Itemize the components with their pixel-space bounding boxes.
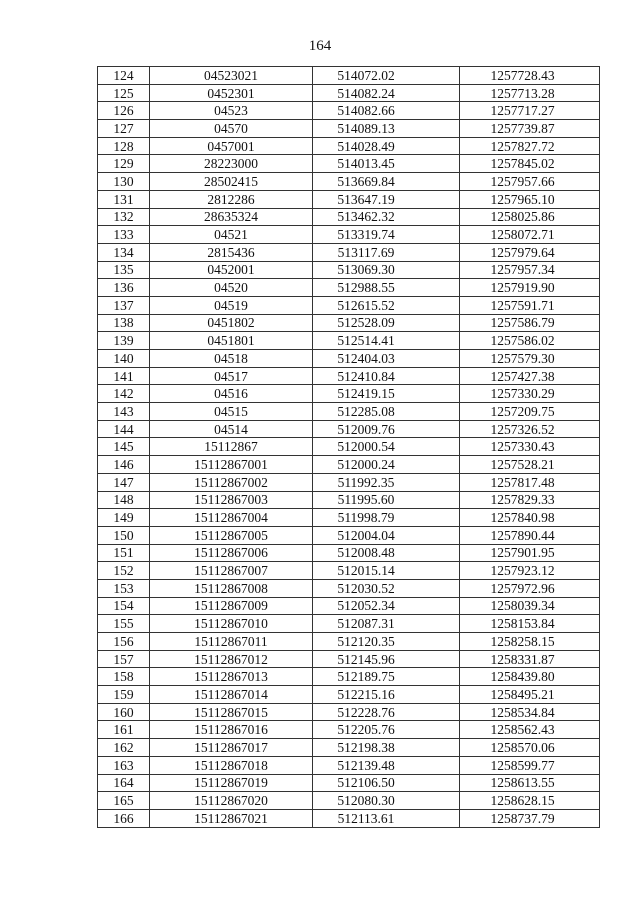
x-coordinate-cell: 512087.31 <box>313 615 460 633</box>
point-code-cell: 15112867017 <box>150 739 313 757</box>
row-number-cell: 165 <box>98 792 150 810</box>
point-code-cell: 15112867005 <box>150 526 313 544</box>
table-row <box>98 67 600 85</box>
point-code-cell: 15112867011 <box>150 633 313 651</box>
y-coordinate-cell: 1258613.55 <box>460 774 600 792</box>
table-row <box>98 367 600 385</box>
y-coordinate-cell: 1257845.02 <box>460 155 600 173</box>
row-number-cell: 149 <box>98 509 150 527</box>
table-row <box>98 279 600 297</box>
row-number-cell: 164 <box>98 774 150 792</box>
row-number-cell: 124 <box>98 67 150 85</box>
row-number-cell: 132 <box>98 208 150 226</box>
y-coordinate-cell: 1258534.84 <box>460 703 600 721</box>
y-coordinate-cell: 1258258.15 <box>460 633 600 651</box>
point-code-cell: 04521 <box>150 226 313 244</box>
y-coordinate-cell: 1258025.86 <box>460 208 600 226</box>
x-coordinate-cell: 513462.32 <box>313 208 460 226</box>
row-number-cell: 156 <box>98 633 150 651</box>
y-coordinate-cell: 1258628.15 <box>460 792 600 810</box>
y-coordinate-cell: 1257579.30 <box>460 350 600 368</box>
table-row <box>98 314 600 332</box>
row-number-cell: 160 <box>98 703 150 721</box>
table-row <box>98 633 600 651</box>
x-coordinate-cell: 512009.76 <box>313 420 460 438</box>
x-coordinate-cell: 512419.15 <box>313 385 460 403</box>
table-row <box>98 721 600 739</box>
page-number: 164 <box>308 38 332 54</box>
row-number-cell: 143 <box>98 403 150 421</box>
x-coordinate-cell: 513669.84 <box>313 173 460 191</box>
x-coordinate-cell: 512205.76 <box>313 721 460 739</box>
table-row <box>98 456 600 474</box>
x-coordinate-cell: 514013.45 <box>313 155 460 173</box>
x-coordinate-cell: 512030.52 <box>313 579 460 597</box>
row-number-cell: 147 <box>98 473 150 491</box>
table-row <box>98 155 600 173</box>
point-code-cell: 15112867007 <box>150 562 313 580</box>
table-row <box>98 137 600 155</box>
x-coordinate-cell: 513319.74 <box>313 226 460 244</box>
point-code-cell: 15112867012 <box>150 650 313 668</box>
table-row <box>98 438 600 456</box>
point-code-cell: 15112867014 <box>150 686 313 704</box>
y-coordinate-cell: 1257591.71 <box>460 296 600 314</box>
row-number-cell: 131 <box>98 190 150 208</box>
point-code-cell: 04523021 <box>150 67 313 85</box>
point-code-cell: 15112867004 <box>150 509 313 527</box>
table-row <box>98 597 600 615</box>
row-number-cell: 166 <box>98 809 150 827</box>
x-coordinate-cell: 512988.55 <box>313 279 460 297</box>
y-coordinate-cell: 1257330.29 <box>460 385 600 403</box>
row-number-cell: 137 <box>98 296 150 314</box>
row-number-cell: 130 <box>98 173 150 191</box>
x-coordinate-cell: 511992.35 <box>313 473 460 491</box>
row-number-cell: 154 <box>98 597 150 615</box>
row-number-cell: 136 <box>98 279 150 297</box>
y-coordinate-cell: 1257586.79 <box>460 314 600 332</box>
y-coordinate-cell: 1258737.79 <box>460 809 600 827</box>
row-number-cell: 139 <box>98 332 150 350</box>
y-coordinate-cell: 1257209.75 <box>460 403 600 421</box>
row-number-cell: 157 <box>98 650 150 668</box>
row-number-cell: 133 <box>98 226 150 244</box>
row-number-cell: 128 <box>98 137 150 155</box>
point-code-cell: 0451802 <box>150 314 313 332</box>
x-coordinate-cell: 512120.35 <box>313 633 460 651</box>
x-coordinate-cell: 512015.14 <box>313 562 460 580</box>
table-row <box>98 102 600 120</box>
y-coordinate-cell: 1257427.38 <box>460 367 600 385</box>
point-code-cell: 15112867009 <box>150 597 313 615</box>
row-number-cell: 161 <box>98 721 150 739</box>
row-number-cell: 129 <box>98 155 150 173</box>
table-row <box>98 190 600 208</box>
point-code-cell: 0451801 <box>150 332 313 350</box>
x-coordinate-cell: 511995.60 <box>313 491 460 509</box>
point-code-cell: 15112867001 <box>150 456 313 474</box>
y-coordinate-cell: 1257528.21 <box>460 456 600 474</box>
table-row <box>98 526 600 544</box>
y-coordinate-cell: 1258495.21 <box>460 686 600 704</box>
row-number-cell: 159 <box>98 686 150 704</box>
point-code-cell: 04519 <box>150 296 313 314</box>
table-row <box>98 703 600 721</box>
x-coordinate-cell: 512228.76 <box>313 703 460 721</box>
point-code-cell: 15112867002 <box>150 473 313 491</box>
point-code-cell: 04517 <box>150 367 313 385</box>
y-coordinate-cell: 1257957.34 <box>460 261 600 279</box>
row-number-cell: 150 <box>98 526 150 544</box>
y-coordinate-cell: 1257586.02 <box>460 332 600 350</box>
row-number-cell: 127 <box>98 120 150 138</box>
x-coordinate-cell: 512008.48 <box>313 544 460 562</box>
table-row <box>98 296 600 314</box>
row-number-cell: 126 <box>98 102 150 120</box>
row-number-cell: 140 <box>98 350 150 368</box>
table-row <box>98 350 600 368</box>
table-row <box>98 261 600 279</box>
y-coordinate-cell: 1257890.44 <box>460 526 600 544</box>
y-coordinate-cell: 1257330.43 <box>460 438 600 456</box>
x-coordinate-cell: 513647.19 <box>313 190 460 208</box>
row-number-cell: 146 <box>98 456 150 474</box>
row-number-cell: 144 <box>98 420 150 438</box>
x-coordinate-cell: 512615.52 <box>313 296 460 314</box>
y-coordinate-cell: 1258599.77 <box>460 756 600 774</box>
table-row <box>98 774 600 792</box>
y-coordinate-cell: 1258439.80 <box>460 668 600 686</box>
y-coordinate-cell: 1257840.98 <box>460 509 600 527</box>
point-code-cell: 28635324 <box>150 208 313 226</box>
row-number-cell: 153 <box>98 579 150 597</box>
table-row <box>98 615 600 633</box>
point-code-cell: 0457001 <box>150 137 313 155</box>
y-coordinate-cell: 1257326.52 <box>460 420 600 438</box>
row-number-cell: 145 <box>98 438 150 456</box>
y-coordinate-cell: 1257965.10 <box>460 190 600 208</box>
y-coordinate-cell: 1258570.06 <box>460 739 600 757</box>
y-coordinate-cell: 1257972.96 <box>460 579 600 597</box>
x-coordinate-cell: 512052.34 <box>313 597 460 615</box>
y-coordinate-cell: 1257728.43 <box>460 67 600 85</box>
x-coordinate-cell: 512285.08 <box>313 403 460 421</box>
table-row <box>98 473 600 491</box>
table-row <box>98 332 600 350</box>
y-coordinate-cell: 1257979.64 <box>460 243 600 261</box>
y-coordinate-cell: 1257901.95 <box>460 544 600 562</box>
x-coordinate-cell: 512189.75 <box>313 668 460 686</box>
point-code-cell: 15112867003 <box>150 491 313 509</box>
row-number-cell: 135 <box>98 261 150 279</box>
row-number-cell: 163 <box>98 756 150 774</box>
x-coordinate-cell: 514082.66 <box>313 102 460 120</box>
table-row <box>98 792 600 810</box>
y-coordinate-cell: 1257829.33 <box>460 491 600 509</box>
point-code-cell: 15112867016 <box>150 721 313 739</box>
point-code-cell: 15112867019 <box>150 774 313 792</box>
x-coordinate-cell: 513069.30 <box>313 261 460 279</box>
point-code-cell: 15112867020 <box>150 792 313 810</box>
row-number-cell: 142 <box>98 385 150 403</box>
x-coordinate-cell: 513117.69 <box>313 243 460 261</box>
table-row <box>98 208 600 226</box>
table-row <box>98 420 600 438</box>
point-code-cell: 15112867013 <box>150 668 313 686</box>
point-code-cell: 2815436 <box>150 243 313 261</box>
y-coordinate-cell: 1258153.84 <box>460 615 600 633</box>
row-number-cell: 152 <box>98 562 150 580</box>
point-code-cell: 15112867015 <box>150 703 313 721</box>
table-row <box>98 509 600 527</box>
y-coordinate-cell: 1257717.27 <box>460 102 600 120</box>
y-coordinate-cell: 1257827.72 <box>460 137 600 155</box>
table-row <box>98 809 600 827</box>
y-coordinate-cell: 1258039.34 <box>460 597 600 615</box>
x-coordinate-cell: 514089.13 <box>313 120 460 138</box>
y-coordinate-cell: 1257923.12 <box>460 562 600 580</box>
row-number-cell: 151 <box>98 544 150 562</box>
y-coordinate-cell: 1258331.87 <box>460 650 600 668</box>
table-row <box>98 84 600 102</box>
row-number-cell: 148 <box>98 491 150 509</box>
row-number-cell: 134 <box>98 243 150 261</box>
row-number-cell: 141 <box>98 367 150 385</box>
point-code-cell: 04518 <box>150 350 313 368</box>
point-code-cell: 28223000 <box>150 155 313 173</box>
x-coordinate-cell: 512528.09 <box>313 314 460 332</box>
y-coordinate-cell: 1257713.28 <box>460 84 600 102</box>
point-code-cell: 04516 <box>150 385 313 403</box>
point-code-cell: 15112867018 <box>150 756 313 774</box>
table-row <box>98 120 600 138</box>
y-coordinate-cell: 1257919.90 <box>460 279 600 297</box>
x-coordinate-cell: 512080.30 <box>313 792 460 810</box>
x-coordinate-cell: 512000.54 <box>313 438 460 456</box>
x-coordinate-cell: 514072.02 <box>313 67 460 85</box>
table-row <box>98 756 600 774</box>
table-row <box>98 243 600 261</box>
coordinates-table-body <box>98 67 600 828</box>
point-code-cell: 28502415 <box>150 173 313 191</box>
point-code-cell: 04523 <box>150 102 313 120</box>
point-code-cell: 0452301 <box>150 84 313 102</box>
point-code-cell: 04520 <box>150 279 313 297</box>
table-row <box>98 385 600 403</box>
x-coordinate-cell: 511998.79 <box>313 509 460 527</box>
table-row <box>98 579 600 597</box>
y-coordinate-cell: 1257957.66 <box>460 173 600 191</box>
point-code-cell: 15112867008 <box>150 579 313 597</box>
table-row <box>98 226 600 244</box>
table-row <box>98 686 600 704</box>
x-coordinate-cell: 512113.61 <box>313 809 460 827</box>
point-code-cell: 15112867 <box>150 438 313 456</box>
x-coordinate-cell: 512004.04 <box>313 526 460 544</box>
point-code-cell: 04515 <box>150 403 313 421</box>
table-row <box>98 491 600 509</box>
table-row <box>98 650 600 668</box>
row-number-cell: 125 <box>98 84 150 102</box>
x-coordinate-cell: 512410.84 <box>313 367 460 385</box>
row-number-cell: 158 <box>98 668 150 686</box>
point-code-cell: 15112867010 <box>150 615 313 633</box>
table-row <box>98 403 600 421</box>
x-coordinate-cell: 512000.24 <box>313 456 460 474</box>
x-coordinate-cell: 512198.38 <box>313 739 460 757</box>
table-row <box>98 562 600 580</box>
row-number-cell: 155 <box>98 615 150 633</box>
point-code-cell: 15112867021 <box>150 809 313 827</box>
coordinates-table <box>97 66 600 828</box>
point-code-cell: 0452001 <box>150 261 313 279</box>
y-coordinate-cell: 1257739.87 <box>460 120 600 138</box>
table-row <box>98 739 600 757</box>
x-coordinate-cell: 512139.48 <box>313 756 460 774</box>
x-coordinate-cell: 512215.16 <box>313 686 460 704</box>
y-coordinate-cell: 1258562.43 <box>460 721 600 739</box>
point-code-cell: 2812286 <box>150 190 313 208</box>
row-number-cell: 138 <box>98 314 150 332</box>
table-row <box>98 173 600 191</box>
x-coordinate-cell: 514028.49 <box>313 137 460 155</box>
point-code-cell: 04514 <box>150 420 313 438</box>
point-code-cell: 15112867006 <box>150 544 313 562</box>
y-coordinate-cell: 1257817.48 <box>460 473 600 491</box>
x-coordinate-cell: 512404.03 <box>313 350 460 368</box>
point-code-cell: 04570 <box>150 120 313 138</box>
x-coordinate-cell: 512106.50 <box>313 774 460 792</box>
x-coordinate-cell: 514082.24 <box>313 84 460 102</box>
table-row <box>98 544 600 562</box>
y-coordinate-cell: 1258072.71 <box>460 226 600 244</box>
table-row <box>98 668 600 686</box>
x-coordinate-cell: 512145.96 <box>313 650 460 668</box>
x-coordinate-cell: 512514.41 <box>313 332 460 350</box>
row-number-cell: 162 <box>98 739 150 757</box>
